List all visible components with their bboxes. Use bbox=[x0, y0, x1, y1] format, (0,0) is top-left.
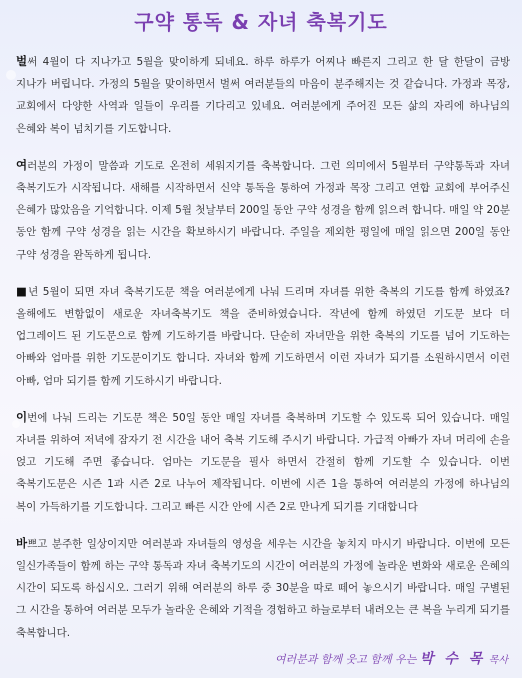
paragraph-initial: 바 bbox=[16, 535, 28, 550]
paragraph-4 bbox=[16, 406, 510, 518]
signature-name: 박 수 목 bbox=[419, 651, 486, 667]
paragraph-initial: 이 bbox=[16, 409, 28, 424]
paragraph-initial: 벌 bbox=[16, 54, 28, 68]
signature-role: 목사 bbox=[488, 655, 508, 666]
paragraph-text: 년 5월이 되면 자녀 축복기도문 책을 여러분에게 나눠 드리며 자녀를 위한 축복의 기도를 함께 하였죠? 올해에도 변함없이 새로운 자녀축복기도 책을 준비하였습니다. 작년에 함께 하였던 기도문 보다 더 업그레이드 된 기도문으로 함께 기도하기를 바랍니다. 단순히 자녀만을 위한 축복의 기도를 넘어 기도하는 아빠와 엄마를 위한 기도문이기도 합니다. 자녀와 함께 기도하면서 이런 자녀가 되기를 소원하시면서 이런 아빠, 엄마 되기를 함께 기도하시기 바랍니다. bbox=[16, 285, 510, 387]
paragraph-1 bbox=[16, 50, 510, 140]
paragraph-text: 러분의 가정이 말씀과 기도로 온전히 세워지기를 축복합니다. 그런 의미에서 5월부터 구약통독과 자녀 축복기도가 시작됩니다. 새해를 시작하면서 신약 통독을 통하여 가정과 목장 그리고 연합 교회에 부어주신 은혜가 많았음을 기억합니다. 이제 5월 첫날부터 200일 동안 구약 성경을 함께 읽으려 합니다. 매일 약 20분 동안 함께 구약 성경을 읽는 시간을 확보하시기 바랍니다. 주일을 제외한 평일에 매일 읽으면 200일 동안 구약 성경을 완독하게 됩니다. bbox=[16, 159, 510, 261]
background-snowflake bbox=[6, 70, 16, 80]
signature-phrase: 여러분과 함께 웃고 함께 우는 bbox=[274, 653, 417, 666]
signature bbox=[275, 648, 508, 668]
paragraph-text: 번에 나눠 드리는 기도문 책은 50일 동안 매일 자녀를 축복하며 기도할 수 있도록 되어 있습니다. 매일 자녀를 위하여 저녁에 잠자기 전 시간을 내어 축복 기도해 주시기 바랍니다. 가급적 아빠가 자녀 머리에 손을 얹고 기도해 주면 좋습니다. 엄마는 기도문을 필사 하면서 간절히 함께 기도할 수 있습니다. 이번 축복기도문은 시즌 1과 시즌 2로 나누어 제작됩니다. 이번에 시즌 1을 통하여 여러분의 가정에 하나님의 복이 가득하기를 기도합니다. 그리고 빠른 시간 안에 시즌 2로 만나게 되기를 기대합니다 bbox=[16, 411, 510, 513]
paragraph-initial: 여 bbox=[16, 157, 28, 172]
paragraph-text: 써 4월이 다 지나가고 5월을 맞이하게 되네요. 하루 하루가 어찌나 빠른지 그리고 한 달 한달이 금방 지나가 버립니다. 가정의 5월을 맞이하면서 벌써 여러분들의 마음이 분주해지는 것 같습니다. 가정과 목장, 교회에서 다양한 사역과 일들이 우리를 기다리고 있네요. 여러분에게 주어진 모든 삶의 자리에 하나님의 은혜와 복이 넘치기를 기도합니다. bbox=[16, 56, 510, 135]
page-title: 구약 통독 & 자녀 축복기도 bbox=[134, 10, 388, 34]
paragraph-3 bbox=[16, 280, 510, 392]
paragraph-2 bbox=[16, 154, 510, 266]
paragraph-text: 쁘고 분주한 일상이지만 여러분과 자녀들의 영성을 세우는 시간을 놓치지 마시기 바랍니다. 이번에 모든 일신가족들이 함께 하는 구약 통독과 자녀 축복기도의 시간이 여러분의 가정에 놀라운 변화와 새로운 은혜의 시간이 되도록 하십시오. 그러기 위해 여러분의 하루 중 30분을 따로 떼어 놓으시기 바랍니다. 매일 구별된 그 시간을 통하여 여러분 모두가 놀라운 은혜와 기적을 경험하고 하늘로부터 내려오는 큰 복을 누리게 되기를 축복합니다. bbox=[16, 537, 510, 639]
paragraph-5 bbox=[16, 532, 510, 644]
letter-body bbox=[16, 46, 510, 658]
paragraph-initial: ■ bbox=[16, 283, 29, 298]
